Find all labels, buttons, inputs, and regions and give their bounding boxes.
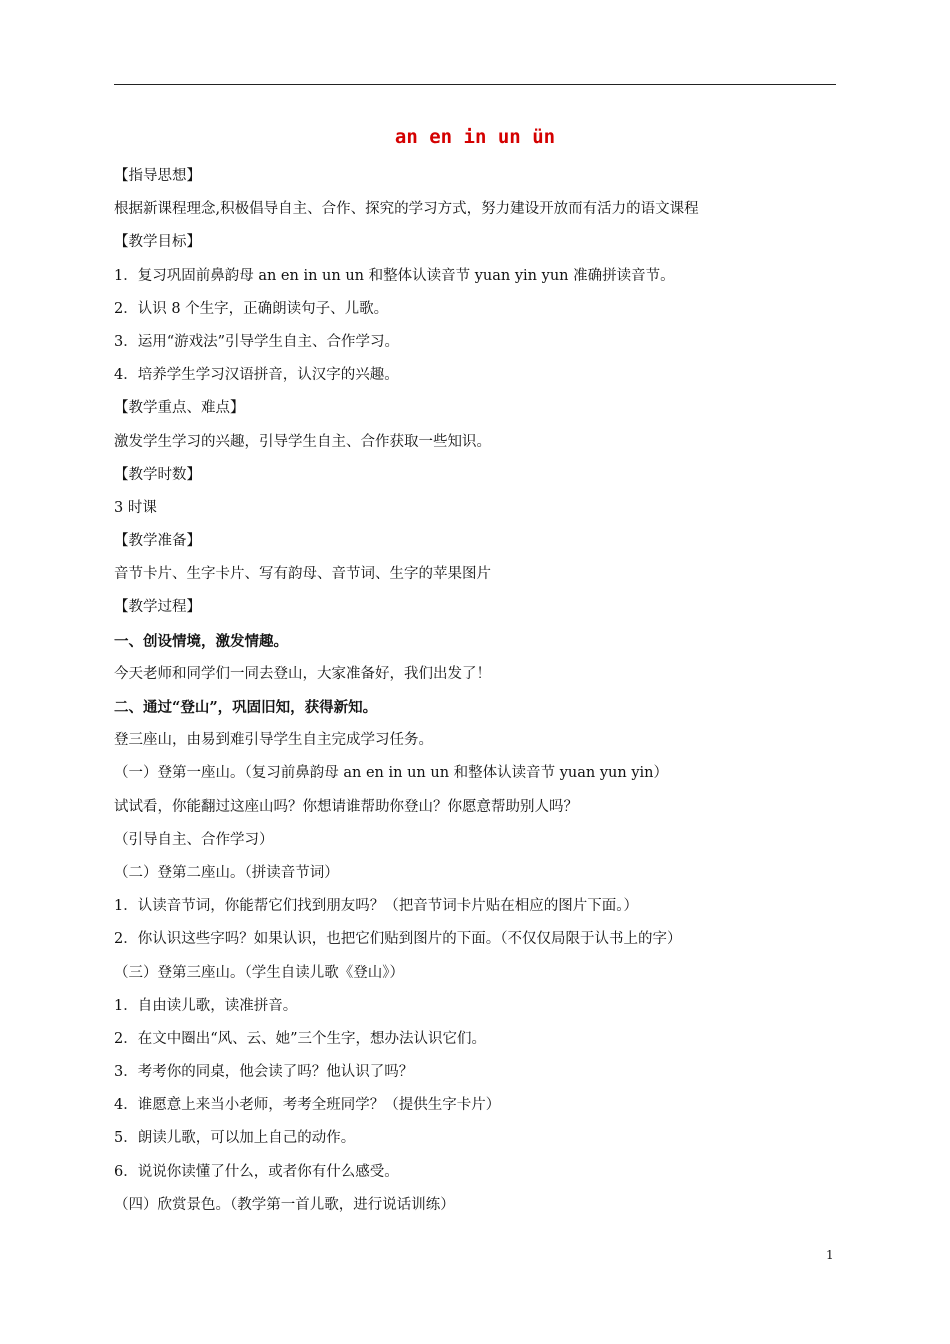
text-line: 2．认识 8 个生字，正确朗读句子、儿歌。 [114,300,389,317]
page-title: an en in un ün [394,126,556,148]
body-text [114,160,844,1222]
text-line: 【教学时数】 [114,466,201,483]
text-line: 4．谁愿意上来当小老师，考考全班同学？（提供生字卡片） [114,1097,501,1114]
text-line: 一、创设情境，激发情趣。 [114,632,288,650]
text-line: （四）欣赏景色。（教学第一首儿歌，进行说话训练） [114,1196,455,1213]
text-line: 3．运用“游戏法”引导学生自主、合作学习。 [114,333,400,350]
text-line: 3．考考你的同桌，他会读了吗？他认识了吗？ [114,1064,414,1081]
text-line: （二）登第二座山。（拼读音节词） [114,864,339,881]
text-line: 试试看，你能翻过这座山吗？你想请谁帮助你登山？你愿意帮助别人吗？ [114,798,578,815]
text-line: 5．朗读儿歌，可以加上自己的动作。 [114,1130,356,1147]
text-line: 4．培养学生学习汉语拼音，认汉字的兴趣。 [114,367,399,384]
text-line: 1．认读音节词，你能帮它们找到朋友吗？（把音节词卡片贴在相应的图片下面。） [114,898,638,915]
text-line: 2．在文中圈出“风、云、她”三个生字，想办法认识它们。 [114,1030,487,1047]
text-line: 6．说说你读懂了什么，或者你有什么感受。 [114,1163,399,1180]
text-line: 【教学目标】 [114,234,201,251]
text-line: 1．自由读儿歌，读准拼音。 [114,997,298,1014]
text-line: 根据新课程理念,积极倡导自主、合作、探究的学习方式，努力建设开放而有活力的语文课程 [114,201,699,218]
text-line: 【指导思想】 [114,168,201,184]
text-line: 登三座山，由易到难引导学生自主完成学习任务。 [114,732,433,749]
header-rule [114,84,836,85]
page-number: 1 [826,1248,834,1262]
text-line: 2．你认识这些字吗？如果认识，也把它们贴到图片的下面。（不仅仅局限于认书上的字） [114,931,682,948]
text-line: 二、通过“登山”，巩固旧知，获得新知。 [114,699,378,716]
text-line: 3 时课 [114,499,157,516]
text-line: 【教学重点、难点】 [114,400,245,417]
text-line: 今天老师和同学们一同去登山，大家准备好，我们出发了！ [114,665,491,682]
text-line: 【教学准备】 [114,533,201,550]
text-line: （一）登第一座山。（复习前鼻韵母 an en in un un 和整体认读音节 yuan yun yin） [114,765,669,782]
text-line: 【教学过程】 [114,599,201,616]
text-line: 1．复习巩固前鼻韵母 an en in un un 和整体认读音节 yuan yin yun 准确拼读音节。 [114,267,675,284]
text-line: （三）登第三座山。（学生自读儿歌《登山》） [114,964,404,981]
text-line: 激发学生学习的兴趣，引导学生自主、合作获取一些知识。 [114,433,491,450]
text-line: （引导自主、合作学习） [114,831,274,848]
text-line: 音节卡片、生字卡片、写有韵母、音节词、生字的苹果图片 [114,566,491,583]
